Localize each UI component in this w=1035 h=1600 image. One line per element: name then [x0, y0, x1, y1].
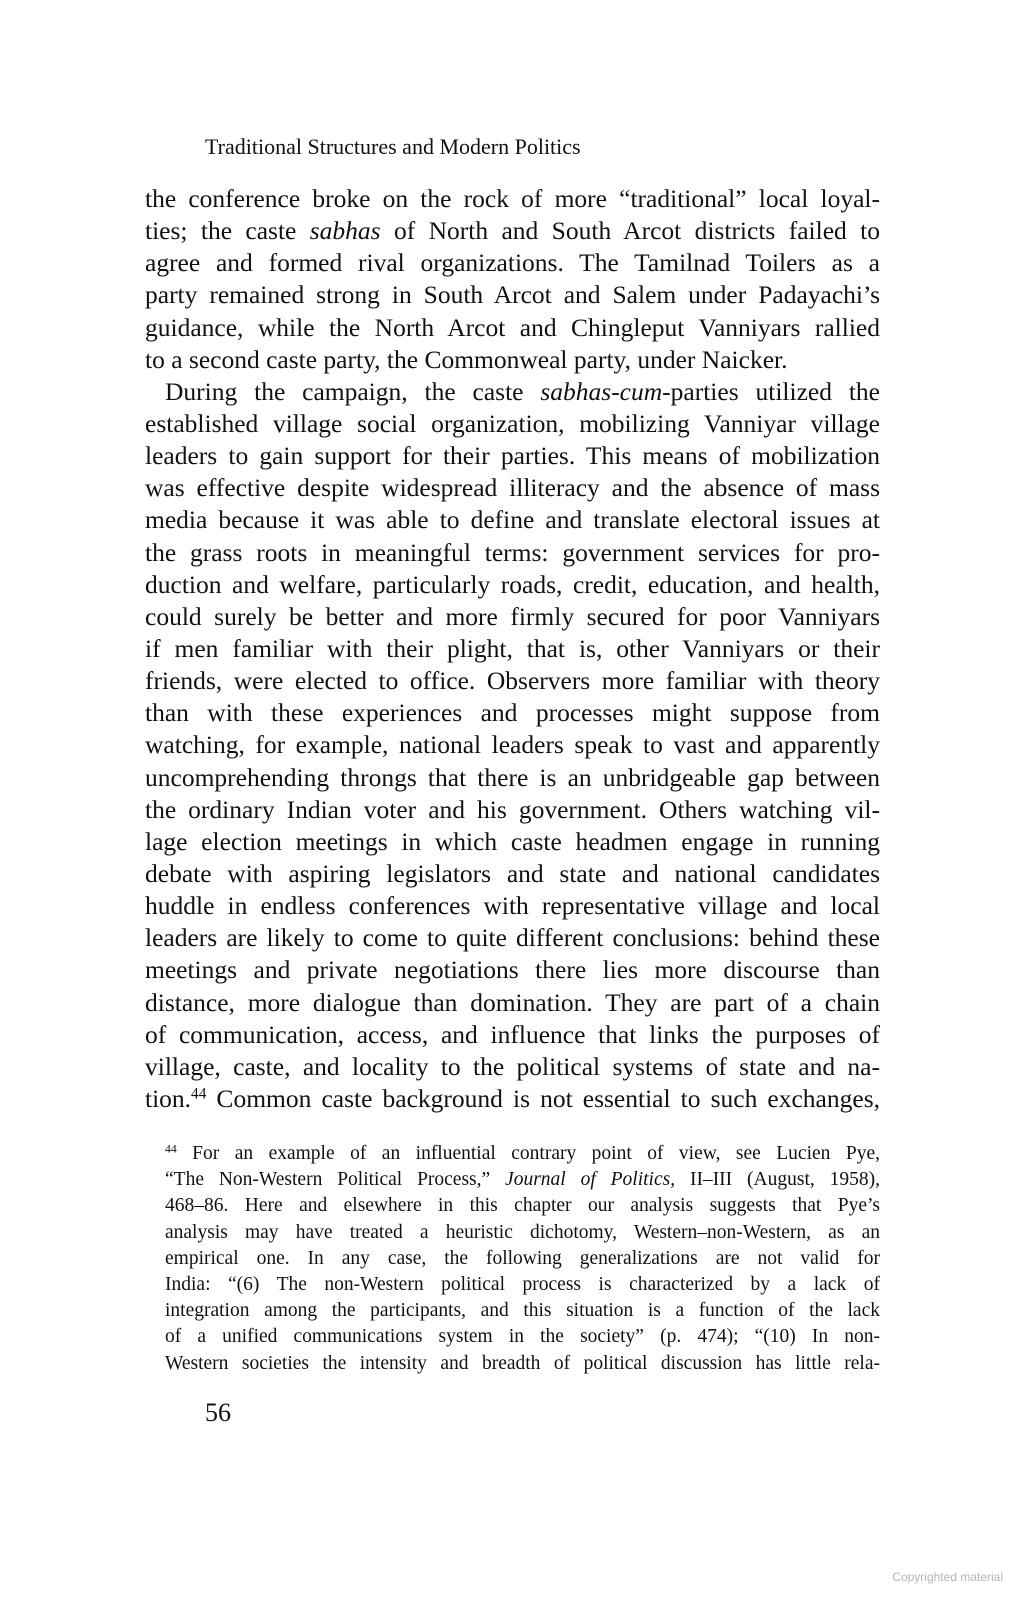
text-line: [165, 1351, 880, 1377]
running-header: Traditional Structures and Modern Politics: [205, 134, 581, 159]
italic-text: sabhas: [309, 216, 381, 246]
text-segment: established village social organization, mobilizing Vanniyar village: [145, 408, 880, 438]
text-segment: of communication, access, and influence that links the purposes of: [145, 1019, 880, 1049]
text-line: [145, 1051, 880, 1083]
text-line: [145, 569, 880, 601]
text-segment: of North and South Arcot districts failed to: [380, 216, 880, 246]
text-segment: ties; the caste: [145, 216, 310, 246]
text-line: [145, 537, 880, 569]
text-segment: guidance, while the North Arcot and Chingleput Vanniyars rallied: [145, 312, 880, 342]
text-line: [145, 504, 880, 536]
text-line: [145, 1019, 880, 1051]
italic-text: sabhas-cum: [540, 376, 663, 406]
text-segment: meetings and private negotiations there lies more discourse than: [145, 955, 880, 985]
copyright-watermark: Copyrighted material: [892, 1570, 1003, 1584]
text-line: [165, 1167, 880, 1193]
italic-text: Journal of Politics,: [505, 1169, 676, 1191]
text-line: [145, 344, 880, 376]
text-line: [145, 762, 880, 794]
footnote: [165, 1141, 880, 1377]
text-segment: than with these experiences and processes might suppose from: [145, 698, 880, 728]
text-line: [165, 1324, 880, 1350]
text-segment: India: “(6) The non-Western political process is characterized by a lack of: [165, 1273, 880, 1295]
body-text: [145, 183, 880, 1115]
text-segment: of a unified communications system in the society” (p. 474); “(10) In non-: [165, 1326, 880, 1348]
text-line: [145, 858, 880, 890]
text-line: [145, 665, 880, 697]
text-segment: if men familiar with their plight, that is, other Vanniyars or their: [145, 633, 880, 663]
text-segment: debate with aspiring legislators and state and national candidates: [145, 858, 880, 888]
text-line: [145, 247, 880, 279]
text-line: [145, 279, 880, 311]
text-line: [145, 376, 880, 408]
text-line: [145, 408, 880, 440]
text-segment: media because it was able to define and translate electoral issues at: [145, 505, 880, 535]
text-line: [145, 183, 880, 215]
text-segment: to a second caste party, the Commonweal party, under Naicker.: [145, 344, 788, 374]
text-segment: 468–86. Here and elsewhere in this chapter our analysis suggests that Pye’s: [165, 1195, 880, 1217]
text-line: [165, 1246, 880, 1272]
text-segment: agree and formed rival organizations. The Tamilnad Toilers as a: [145, 248, 880, 278]
text-line: [145, 890, 880, 922]
text-segment: Western societies the intensity and breadth of political discussion has little rela-: [165, 1352, 880, 1374]
text-segment: could surely be better and more firmly secured for poor Vanniyars: [145, 601, 880, 631]
text-segment: was effective despite widespread illiteracy and the absence of mass: [145, 473, 880, 503]
text-segment: For an example of an influential contrary point of view, see Lucien Pye,: [176, 1143, 880, 1164]
page-number: 56: [205, 1398, 231, 1427]
text-segment: village, caste, and locality to the political systems of state and na-: [145, 1051, 880, 1081]
text-segment: -parties utilized the: [662, 376, 880, 406]
text-segment: the grass roots in meaningful terms: government services for pro-: [145, 537, 880, 567]
text-segment: Common caste background is not essential to such exchanges,: [206, 1083, 880, 1113]
text-segment: integration among the participants, and this situation is a function of the lack: [165, 1300, 880, 1322]
text-segment: the conference broke on the rock of more “traditional” local loyal-: [145, 184, 880, 213]
text-line: [145, 954, 880, 986]
text-segment: During the campaign, the caste: [165, 376, 541, 406]
text-line: [145, 215, 880, 247]
text-segment: party remained strong in South Arcot and Salem under Padayachi’s: [145, 280, 880, 310]
text-segment: friends, were elected to office. Observers more familiar with theory: [145, 666, 880, 696]
text-line: [145, 794, 880, 826]
text-segment: leaders to gain support for their parties. This means of mobilization: [145, 441, 880, 471]
text-line: [145, 1083, 880, 1115]
text-segment: the ordinary Indian voter and his government. Others watching vil-: [145, 794, 880, 824]
text-line: [145, 826, 880, 858]
text-line: [145, 601, 880, 633]
text-segment: lage election meetings in which caste headmen engage in running: [145, 826, 880, 856]
text-line: [145, 312, 880, 344]
text-segment: uncomprehending throngs that there is an unbridgeable gap between: [145, 762, 880, 792]
text-segment: duction and welfare, particularly roads, credit, education, and health,: [145, 569, 880, 599]
text-line: [145, 987, 880, 1019]
text-line: [145, 472, 880, 504]
text-line: [145, 633, 880, 665]
text-segment: distance, more dialogue than domination. They are part of a chain: [145, 987, 880, 1017]
text-line: [165, 1141, 880, 1167]
text-segment: leaders are likely to come to quite different conclusions: behind these: [145, 923, 880, 953]
text-segment: tion.: [145, 1083, 192, 1113]
text-segment: “The Non-Western Political Process,”: [165, 1169, 506, 1191]
text-line: [145, 922, 880, 954]
text-line: [145, 729, 880, 761]
footnote-ref: 44: [191, 1085, 207, 1103]
text-segment: huddle in endless conferences with representative village and local: [145, 891, 880, 921]
text-line: [165, 1298, 880, 1324]
text-line: [165, 1272, 880, 1298]
text-line: [145, 697, 880, 729]
text-line: [165, 1193, 880, 1219]
text-segment: watching, for example, national leaders speak to vast and apparently: [145, 730, 880, 760]
text-segment: II–III (August, 1958),: [675, 1169, 880, 1191]
text-segment: empirical one. In any case, the following generalizations are not valid for: [165, 1247, 880, 1269]
text-line: [145, 440, 880, 472]
footnote-ref: 44: [165, 1142, 177, 1156]
text-line: [165, 1220, 880, 1246]
text-segment: analysis may have treated a heuristic dichotomy, Western–non-Western, as an: [165, 1221, 880, 1243]
